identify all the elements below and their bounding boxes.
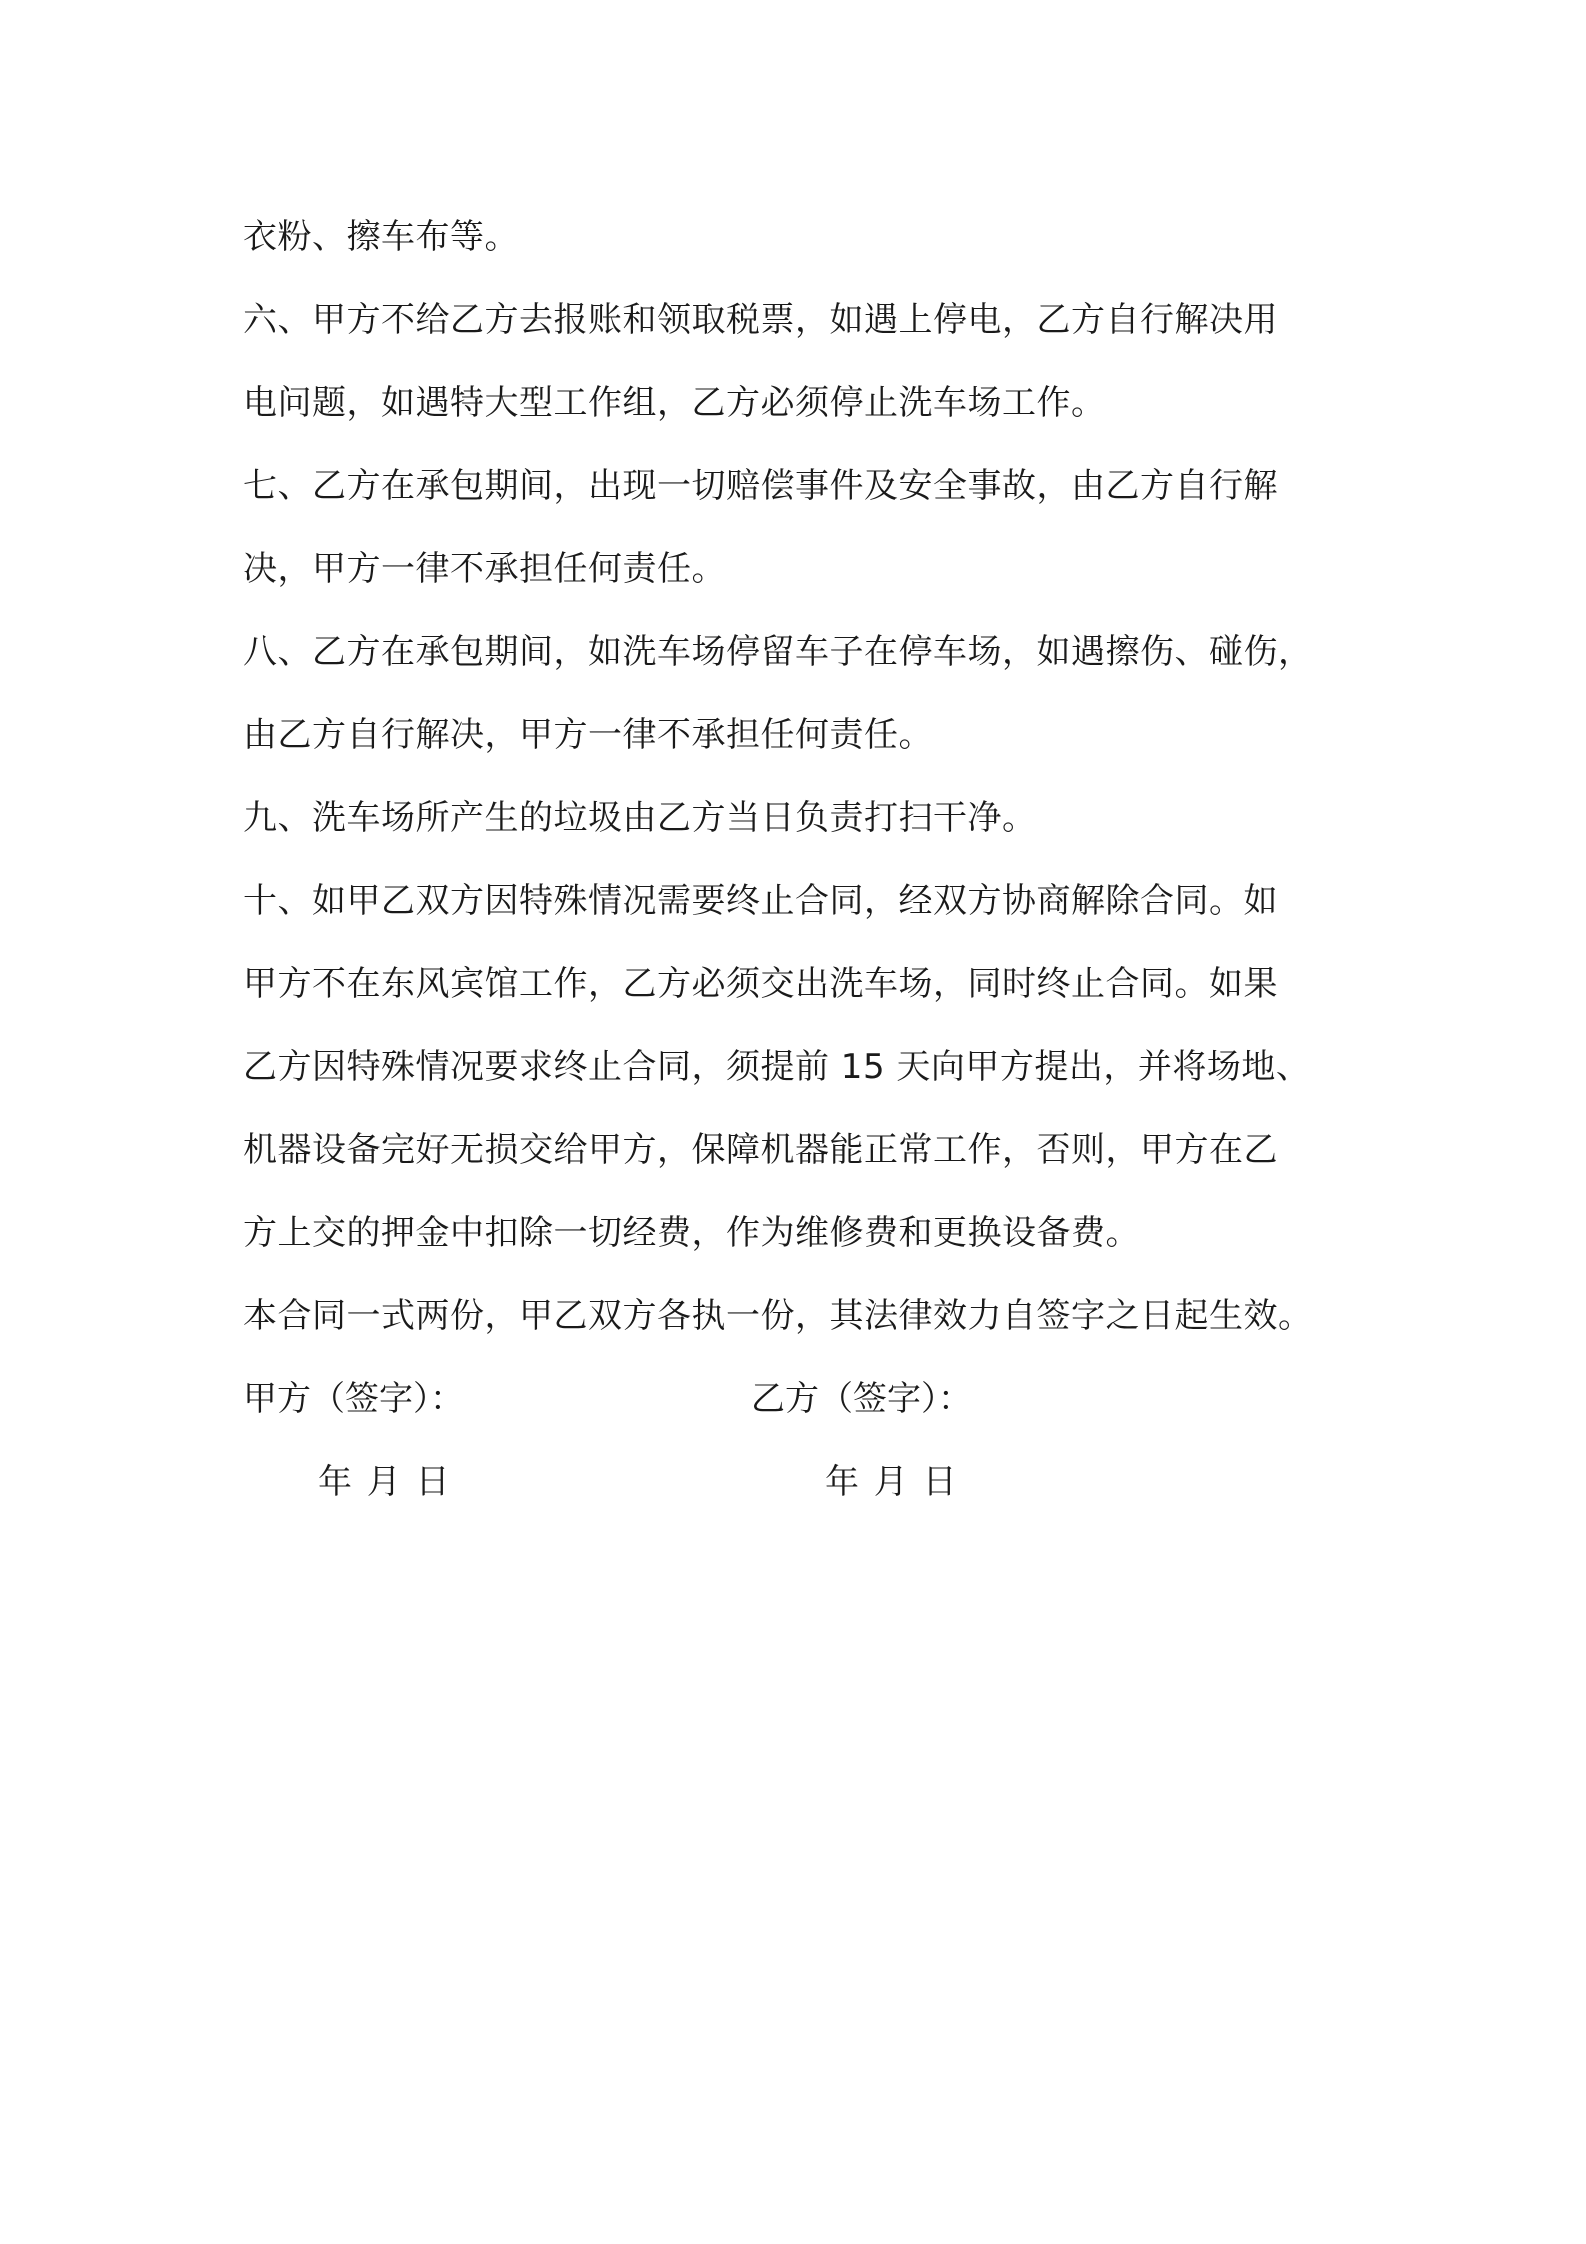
text-line: 六、甲方不给乙方去报账和领取税票，如遇上停电，乙方自行解决用: [243, 300, 1278, 340]
text-line: 甲方不在东风宾馆工作，乙方必须交出洗车场，同时终止合同。如果: [243, 964, 1278, 1004]
signature-row: [243, 1358, 1363, 1441]
text-line: 决，甲方一律不承担任何责任。: [243, 549, 726, 589]
party-b-signature-label: 乙方（签字）：: [751, 1379, 972, 1419]
text-line: 方上交的押金中扣除一切经费，作为维修费和更换设备费。: [243, 1213, 1140, 1253]
party-b-date: 年 月 日: [825, 1462, 959, 1502]
text-line: 机器设备完好无损交给甲方，保障机器能正常工作，否则，甲方在乙: [243, 1130, 1278, 1170]
contract-body: [243, 196, 1363, 1524]
text-line: 乙方因特殊情况要求终止合同，须提前 15 天向甲方提出，并将场地、: [243, 1047, 1311, 1087]
text-line: 本合同一式两份，甲乙双方各执一份，其法律效力自签字之日起生效。: [243, 1296, 1313, 1336]
date-row: [243, 1441, 1363, 1524]
text-line: 由乙方自行解决，甲方一律不承担任何责任。: [243, 715, 933, 755]
text-line: 十、如甲乙双方因特殊情况需要终止合同，经双方协商解除合同。如: [243, 881, 1278, 921]
text-line: 七、乙方在承包期间，出现一切赔偿事件及安全事故，由乙方自行解: [243, 466, 1278, 506]
text-line: 八、乙方在承包期间，如洗车场停留车子在停车场，如遇擦伤、碰伤，: [243, 632, 1313, 672]
text-line: 电问题，如遇特大型工作组，乙方必须停止洗车场工作。: [243, 383, 1106, 423]
party-a-date: 年 月 日: [318, 1462, 452, 1502]
text-line: 九、洗车场所产生的垃圾由乙方当日负责打扫干净。: [243, 798, 1037, 838]
party-a-signature-label: 甲方（签字）：: [243, 1379, 464, 1419]
text-line: 衣粉、擦车布等。: [243, 217, 519, 257]
